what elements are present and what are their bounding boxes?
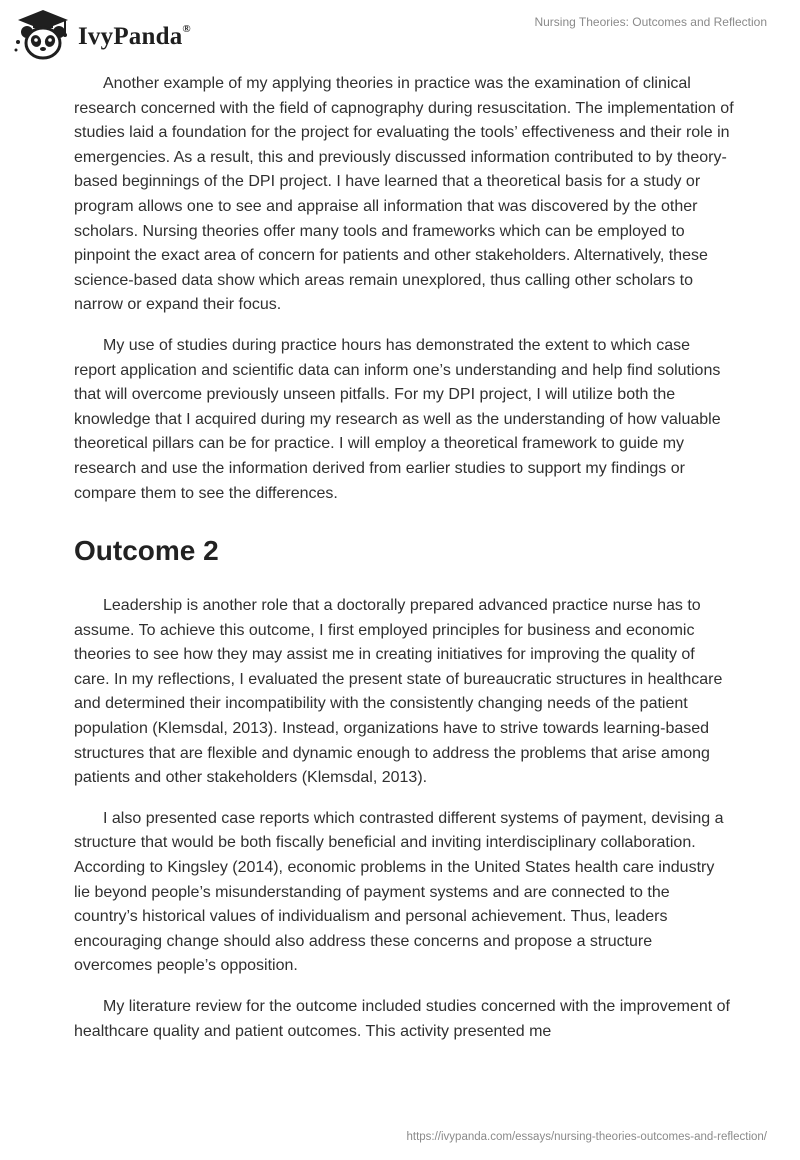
paragraph: I also presented case reports which contrasted different systems of payment, devising a structure that would be both fiscally beneficial and inviting interdisciplinary collaboration. According to Kingsley (2014), economic problems in the United States health care industry lie beyond people’s misunderstanding of payment systems and are connected to the country’s historical values of individualism and personal achievement. Thus, leaders encouraging change should also address these concerns and propose a structure overcomes people’s opposition. (74, 809, 724, 975)
paragraph: My use of studies during practice hours has demonstrated the extent to which case report application and scientific data can inform one’s understanding and help find solutions that will overcome previously unseen pitfalls. For my DPI project, I will utilize both the knowledge that I acquired during my research as well as the understanding of how valuable theoretical pillars can be for practice. I will employ a theoretical framework to guide my research and use the information derived from earlier studies to support my findings or compare them to see the differences. (74, 336, 721, 502)
section-heading: Outcome 2 (74, 535, 219, 567)
essay-body (74, 72, 734, 1060)
source-url-link[interactable]: https://ivypanda.com/essays/nursing-theories-outcomes-and-reflection/ (406, 1131, 767, 1143)
panda-graduate-icon (12, 8, 74, 62)
document-title: Nursing Theories: Outcomes and Reflection (534, 15, 767, 29)
paragraph: My literature review for the outcome included studies concerned with the improvement of healthcare quality and patient outcomes. This activity presented me (74, 998, 730, 1040)
paragraph: Leadership is another role that a doctorally prepared advanced practice nurse has to assume. To achieve this outcome, I first employed principles for business and economic theories to see how they may assist me in creating initiatives for improving the quality of care. In my reflections, I evaluated the present state of bureaucratic structures in healthcare and determined their incompatibility with the consistently changing needs of the patient population (Klemsdal, 2013). Instead, organizations have to strive towards learning-based structures that are flexible and dynamic enough to address the problems that arise among patients and other stakeholders (Klemsdal, 2013). (74, 597, 723, 787)
logo[interactable] (12, 8, 191, 62)
paragraph: Another example of my applying theories in practice was the examination of clinical research concerned with the field of capnography during resuscitation. The implementation of studies laid a foundation for the project for evaluating the tools’ effectiveness and their role in emergencies. As a result, this and previously discussed information contributed to by theory-based beginnings of the DPI project. I have learned that a theoretical basis for a study or program allows one to see and appraise all information that was discovered by the other scholars. Nursing theories offer many tools and frameworks which can be employed to pinpoint the exact area of concern for patients and other stakeholders. Alternatively, these science-based data show which areas remain unexplored, thus calling other scholars to narrow or expand their focus. (74, 75, 734, 314)
page-header (0, 0, 800, 70)
brand-name: IvyPanda® (78, 22, 191, 50)
